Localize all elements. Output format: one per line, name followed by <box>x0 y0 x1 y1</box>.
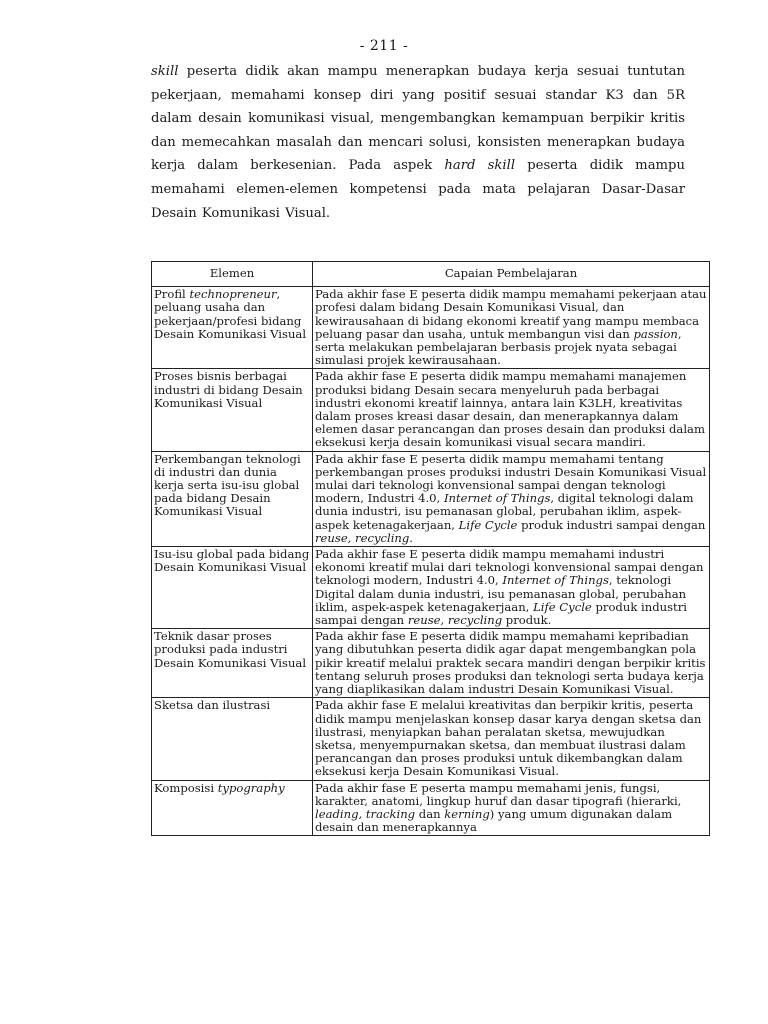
intro-text-2: peserta didik mampu memahami elemen-elemen kompetensi pada mata pelajaran Dasar-Dasar Desain Komunikasi Visual. <box>151 158 685 221</box>
cell-capaian <box>313 547 710 629</box>
cell-text: Pada akhir fase E peserta didik mampu memahami industri ekonomi kreatif mulai dari teknologi konvensional sampai dengan teknologi modern, Industri 4.0, <box>315 547 704 588</box>
cell-elemen <box>152 698 313 780</box>
cell-text: Pada akhir fase E peserta didik mampu memahami manajemen produksi bidang Desain secara menyeluruh pada berbagai industri ekonomi kreatif lainnya, antara lain K3LH, kreativitas dalam proses kreasi dasar desain, dan menerapkannya dalam elemen dasar perancangan dan proses desain dan produksi dalam eksekusi kerja desain komunikasi visual secara mandiri. <box>315 369 705 450</box>
cell-elemen <box>152 780 313 836</box>
cell-elemen <box>152 547 313 629</box>
cell-capaian <box>313 451 710 546</box>
cell-text: Isu-isu global pada bidang Desain Komunikasi Visual <box>154 547 310 575</box>
cell-text: Pada akhir fase E peserta mampu memahami jenis, fungsi, karakter, anatomi, lingkup huruf dan dasar tipografi (hierarki, <box>315 780 682 808</box>
cell-text: , teknologi Digital dalam dunia industri, isu pemanasan global, perubahan iklim, aspek-aspek ketenagakerjaan, <box>315 573 687 614</box>
cell-text-italic: technopreneur <box>189 287 277 302</box>
cell-text: Pada akhir fase E melalui kreativitas dan berpikir kritis, peserta didik mampu menjelaskan konsep dasar karya dengan sketsa dan ilustrasi, menyiapkan bahan peralatan sketsa, mewujudkan sketsa, menyempurnakan sketsa, dan membuat ilustrasi dalam perancangan dan proses produksi untuk dikembangkan dalam eksekusi kerja Desain Komunikasi Visual. <box>315 698 702 779</box>
cell-text-italic: passion <box>633 326 678 341</box>
cell-capaian <box>313 287 710 369</box>
table-row <box>152 369 710 451</box>
cell-text-italic: reuse, recycling <box>407 613 503 628</box>
header-capaian: Capaian Pembelajaran <box>313 262 710 287</box>
cell-capaian <box>313 780 710 836</box>
intro-term-hard-skill: hard skill <box>444 158 516 174</box>
cell-elemen <box>152 629 313 698</box>
cell-text: , peluang usaha dan pekerjaan/profesi bidang Desain Komunikasi Visual <box>154 287 307 341</box>
cell-text-italic: Life Cycle <box>533 599 592 614</box>
intro-text-1: peserta didik akan mampu menerapkan budaya kerja sesuai tuntutan pekerjaan, memahami konsep diri yang positif sesuai standar K3 dan 5R dalam desain komunikasi visual, mengembangkan kemampuan berpikir kritis dan memecahkan masalah dan mencari solusi, konsisten menerapkan budaya kerja dalam berkesenian. Pada aspek <box>151 64 685 174</box>
cell-elemen <box>152 287 313 369</box>
cell-text: Teknik dasar proses produksi pada industri Desain Komunikasi Visual <box>154 629 307 670</box>
table-row <box>152 287 710 369</box>
cell-text: . <box>409 530 413 545</box>
intro-paragraph <box>151 60 685 225</box>
cell-text: Pada akhir fase E peserta didik mampu memahami pekerjaan atau profesi dalam bidang Desain Komunikasi Visual, dan kewirausahaan di bidang ekonomi kreatif yang mampu membaca peluang pasar dan usaha, untuk membangun visi dan <box>315 287 707 341</box>
cell-text: produk industri sampai dengan <box>517 517 706 532</box>
table-header-row <box>152 262 710 287</box>
capaian-pembelajaran-table <box>151 261 710 836</box>
table-row <box>152 629 710 698</box>
cell-text-italic: Internet of Things <box>443 491 551 506</box>
cell-capaian <box>313 629 710 698</box>
intro-term-skill: skill <box>151 64 179 79</box>
table-row <box>152 698 710 780</box>
cell-text-italic: leading, tracking <box>315 806 416 821</box>
cell-text: Komposisi <box>154 780 218 795</box>
cell-text: Sketsa dan ilustrasi <box>154 698 271 713</box>
cell-text-italic: Life Cycle <box>458 517 518 532</box>
table-row <box>152 547 710 629</box>
cell-text: produk industri sampai dengan <box>315 599 687 628</box>
cell-text: , serta melakukan pembelajaran berbasis projek nyata sebagai simulasi projek kewirausahaan. <box>315 326 682 368</box>
cell-elemen <box>152 451 313 546</box>
cell-capaian <box>313 369 710 451</box>
cell-elemen <box>152 369 313 451</box>
cell-text-italic: reuse, recycling <box>315 530 410 545</box>
table-row <box>152 780 710 836</box>
header-elemen: Elemen <box>152 262 313 287</box>
cell-text: ) yang umum digunakan dalam desain dan menerapkannya <box>315 806 673 835</box>
cell-text: Perkembangan teknologi di industri dan dunia kerja serta isu-isu global pada bidang Desain Komunikasi Visual <box>154 451 301 519</box>
table-row <box>152 451 710 546</box>
cell-text: Profil <box>154 287 190 302</box>
cell-text-italic: Internet of Things <box>502 573 609 588</box>
cell-text: Pada akhir fase E peserta didik mampu memahami kepribadian yang dibutuhkan peserta didik agar dapat mengembangkan pola pikir kreatif melalui praktek secara mandiri dengan berpikir kritis tentang seluruh proses produksi dan teknologi serta budaya kerja yang diaplikasikan dalam industri Desain Komunikasi Visual. <box>315 629 706 697</box>
cell-text-italic: kerning <box>444 806 490 821</box>
cell-text: Proses bisnis berbagai industri di bidang Desain Komunikasi Visual <box>154 369 303 410</box>
cell-text: produk. <box>502 613 552 628</box>
page-number: - 211 - <box>359 38 409 54</box>
cell-text: Pada akhir fase E peserta didik mampu memahami tentang perkembangan proses produksi industri Desain Komunikasi Visual mulai dari teknologi konvensional sampai dengan teknologi modern, Industri 4.0, <box>315 451 707 506</box>
cell-text: , digital teknologi dalam dunia industri, isu pemanasan global, perubahan iklim, aspek-aspek ketenagakerjaan, <box>315 491 694 532</box>
cell-capaian <box>313 698 710 780</box>
cell-text-italic: typography <box>217 780 285 795</box>
cell-text: dan <box>415 806 445 821</box>
